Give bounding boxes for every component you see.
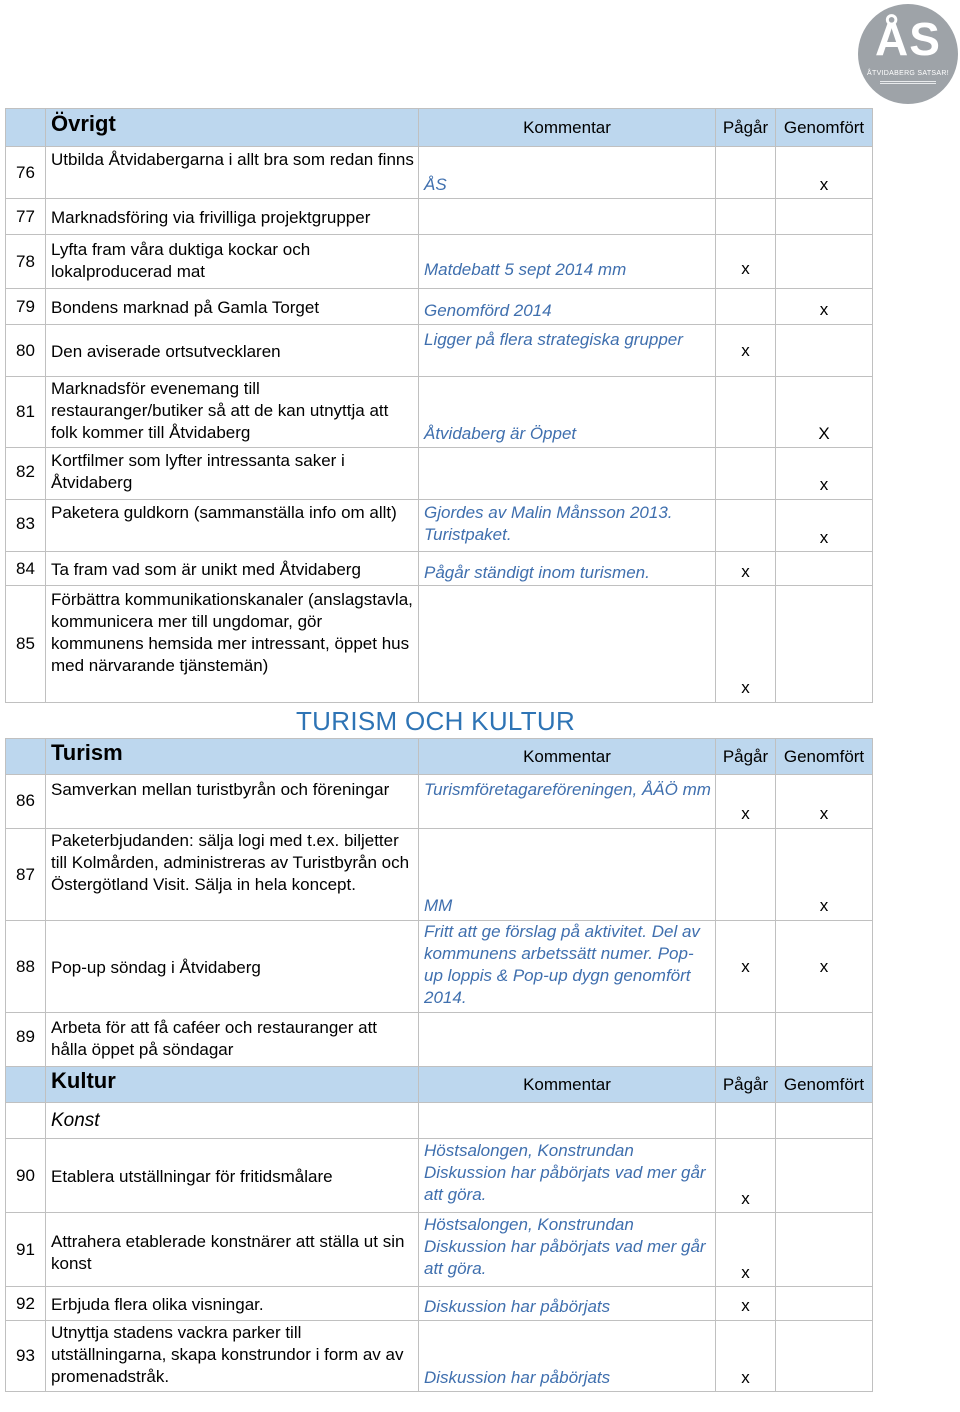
ongoing-mark: x: [741, 956, 750, 976]
section-banner: [5, 702, 873, 738]
row-comment: ÅS: [424, 175, 447, 194]
row-text: Utbilda Åtvidabergarna i allt bra som redan finns: [45, 147, 418, 198]
row-text: Marknadsföring via frivilliga projektgrupper: [51, 207, 371, 227]
row-comment: [418, 586, 715, 702]
row-number: 85: [5, 586, 45, 702]
done-mark: [775, 586, 873, 702]
row-text: Bondens marknad på Gamla Torget: [51, 297, 320, 317]
row-comment: [418, 448, 715, 499]
row-number: 77: [5, 199, 45, 234]
row-comment: Höstsalongen, Konstrundan Diskussion har påbörjats vad mer går att göra.: [418, 1213, 715, 1286]
ongoing-mark: [715, 377, 775, 447]
row-number: 90: [5, 1139, 45, 1212]
ongoing-mark: [715, 448, 775, 499]
table-row: [5, 1138, 873, 1212]
ongoing-mark: [715, 829, 775, 920]
row-comment: Diskussion har påbörjats: [424, 1368, 611, 1387]
row-comment: MM: [424, 896, 453, 915]
done-mark: [775, 1139, 873, 1212]
row-number: 82: [5, 448, 45, 499]
done-mark: x: [819, 299, 829, 319]
table-row: [5, 828, 873, 920]
row-comment: Ligger på flera strategiska grupper: [418, 325, 715, 376]
ongoing-mark: x: [741, 561, 750, 581]
done-mark: x: [819, 804, 829, 823]
ongoing-mark: x: [741, 340, 750, 360]
done-mark: [775, 199, 873, 234]
column-header-comment: Kommentar: [418, 109, 715, 146]
table-row: [5, 499, 873, 551]
row-comment: [418, 1013, 715, 1066]
row-number: 84: [5, 552, 45, 585]
row-text: Förbättra kommunikationskanaler (anslagstavla, kommunicera mer till ungdomar, gör kommunens hemsida mer intressant, öppet hus med närvarande tjänstemän): [45, 586, 418, 702]
done-mark: x: [819, 175, 829, 194]
column-header-done: Genomfört: [775, 109, 873, 146]
table-row: [5, 1212, 873, 1286]
table-row: [5, 447, 873, 499]
row-comment: Höstsalongen, Konstrundan Diskussion har påbörjats vad mer går att göra.: [418, 1139, 715, 1212]
done-mark: [775, 1013, 873, 1066]
subsection-row: [5, 1102, 873, 1138]
column-header-comment: Kommentar: [418, 1067, 715, 1102]
column-header-comment: Kommentar: [418, 739, 715, 774]
logo-main-text: ÅS: [875, 13, 941, 65]
table-row: [5, 585, 873, 702]
done-mark: x: [819, 896, 829, 915]
row-number: 78: [5, 235, 45, 288]
table-row: [5, 198, 873, 234]
row-comment: Gjordes av Malin Månsson 2013. Turistpaket.: [418, 500, 715, 551]
row-comment: Turismföretagareföreningen, ÅÄÖ mm: [418, 775, 715, 828]
ongoing-mark: x: [741, 1368, 750, 1387]
ongoing-mark: [715, 1013, 775, 1066]
row-comment: [418, 199, 715, 234]
section-header-ovrigt: [5, 108, 873, 146]
ongoing-mark: x: [741, 1295, 750, 1315]
row-text: Paketera guldkorn (sammanställa info om allt): [45, 500, 418, 551]
done-mark: x: [819, 475, 829, 494]
column-header-ongoing: Pågår: [715, 1067, 775, 1102]
banner-title: TURISM OCH KULTUR: [296, 706, 576, 736]
row-number: 93: [5, 1321, 45, 1391]
section-header-kultur: [5, 1066, 873, 1102]
section-title: Kultur: [45, 1067, 418, 1102]
row-number: 80: [5, 325, 45, 376]
section-header-turism: [5, 738, 873, 774]
row-number: 88: [5, 921, 45, 1012]
ongoing-mark: [715, 289, 775, 324]
row-comment: Genomförd 2014: [424, 300, 552, 320]
table-row: [5, 920, 873, 1012]
row-number: 79: [5, 289, 45, 324]
row-text: Etablera utställningar för fritidsmålare: [51, 1166, 333, 1186]
table-row: [5, 234, 873, 288]
subsection-title: Konst: [45, 1103, 418, 1138]
action-table: [5, 108, 873, 1392]
section-title: Turism: [45, 739, 418, 774]
row-comment: Diskussion har påbörjats: [424, 1296, 611, 1316]
ongoing-mark: x: [741, 1263, 750, 1282]
table-row: [5, 1320, 873, 1392]
ongoing-mark: [715, 500, 775, 551]
ongoing-mark: x: [741, 678, 750, 697]
row-text: Paketerbjudanden: sälja logi med t.ex. biljetter till Kolmården, administreras av Turistbyrån och Östergötland Visit. Sälja in hela koncept.: [45, 829, 418, 920]
done-mark: [775, 235, 873, 288]
done-mark: [775, 1321, 873, 1391]
row-text: Pop-up söndag i Åtvidaberg: [51, 957, 261, 977]
logo-sub-text: ÅTVIDABERG SATSAR!: [867, 70, 949, 77]
row-text: Arbeta för att få caféer och restauranger att hålla öppet på söndagar: [45, 1013, 418, 1066]
done-mark: [775, 1287, 873, 1320]
done-mark: [775, 1213, 873, 1286]
row-comment: Åtvidaberg är Öppet: [424, 424, 577, 443]
table-row: [5, 1012, 873, 1066]
row-number: 83: [5, 500, 45, 551]
row-text: Kortfilmer som lyfter intressanta saker i Åtvidaberg: [45, 448, 418, 499]
done-mark: [775, 552, 873, 585]
column-header-done: Genomfört: [775, 739, 873, 774]
table-row: [5, 551, 873, 585]
row-text: Lyfta fram våra duktiga kockar och lokalproducerad mat: [45, 235, 418, 288]
as-logo: [858, 4, 958, 104]
column-header-ongoing: Pågår: [715, 109, 775, 146]
row-number: 81: [5, 377, 45, 447]
section-title: Övrigt: [45, 109, 418, 146]
column-header-done: Genomfört: [775, 1067, 873, 1102]
row-number: 76: [5, 147, 45, 198]
table-row: [5, 146, 873, 198]
ongoing-mark: x: [741, 1189, 750, 1208]
done-mark: X: [818, 424, 830, 443]
row-comment: Fritt att ge förslag på aktivitet. Del av kommunens arbetssätt numer. Pop-up loppis & Pop-up dygn genomfört 2014.: [418, 921, 715, 1012]
ongoing-mark: x: [741, 258, 750, 278]
row-text: Utnyttja stadens vackra parker till utställningarna, skapa konstrundor i form av av promenadstråk.: [45, 1321, 418, 1391]
row-comment: Pågår ständigt inom turismen.: [424, 562, 650, 582]
done-mark: [775, 325, 873, 376]
table-row: [5, 288, 873, 324]
row-text: Attrahera etablerade konstnärer att ställa ut sin konst: [51, 1231, 405, 1273]
column-header-ongoing: Pågår: [715, 739, 775, 774]
table-row: [5, 1286, 873, 1320]
done-mark: x: [819, 528, 829, 547]
done-mark: x: [819, 956, 829, 976]
row-number: 86: [5, 775, 45, 828]
row-number: 89: [5, 1013, 45, 1066]
row-comment: Matdebatt 5 sept 2014 mm: [424, 259, 627, 279]
row-number: 92: [5, 1287, 45, 1320]
logo-divider: [880, 81, 936, 84]
row-text: Samverkan mellan turistbyrån och föreningar: [45, 775, 418, 828]
row-text: Ta fram vad som är unikt med Åtvidaberg: [51, 559, 361, 579]
ongoing-mark: x: [741, 804, 750, 823]
row-text: Erbjuda flera olika visningar.: [51, 1294, 264, 1314]
row-text: Den aviserade ortsutvecklaren: [51, 341, 281, 361]
table-row: [5, 774, 873, 828]
ongoing-mark: [715, 199, 775, 234]
table-row: [5, 324, 873, 376]
table-row: [5, 376, 873, 447]
row-number: 91: [5, 1213, 45, 1286]
row-number: 87: [5, 829, 45, 920]
row-text: Marknadsför evenemang till restauranger/butiker så att de kan utnyttja att folk kommer till Åtvidaberg: [45, 377, 418, 447]
